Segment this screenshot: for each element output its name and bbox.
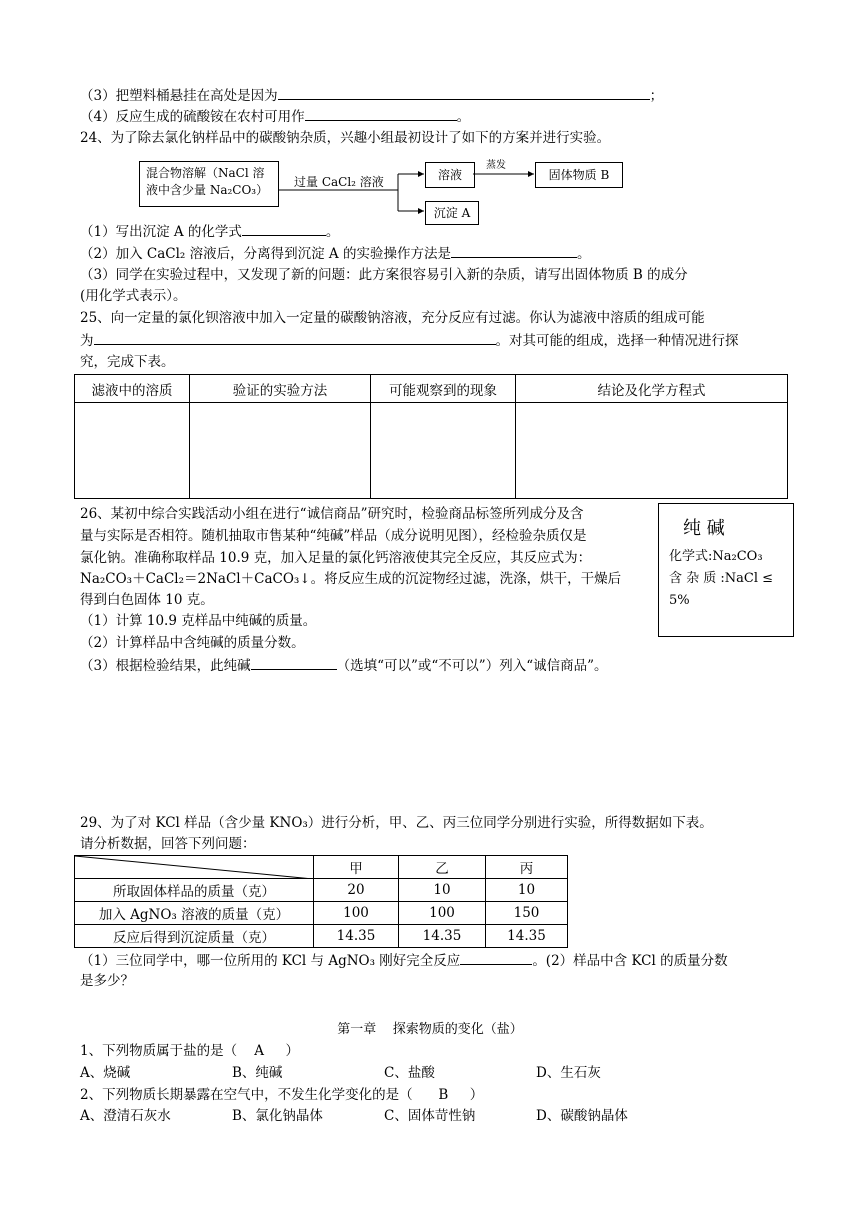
q29-line2: 请分析数据，回答下列问题： (80, 836, 256, 852)
q25-line2: 为 。对其可能的组成，选择一种情况进行探 (80, 333, 739, 349)
chapter-q1-stem: 1、下列物质属于盐的是（ A ） (80, 1043, 299, 1059)
chapter-q1-option[interactable]: B、纯碱 (232, 1065, 283, 1081)
table-header: 滤液中的溶质 (75, 375, 190, 403)
product-label-impurity: 含 杂 质 :NaCl ≤ (669, 571, 774, 586)
flow-evap-label: 蒸发 (486, 160, 506, 171)
table-corner (75, 856, 314, 879)
table-row-label: 反应后得到沉淀质量（克） (75, 925, 314, 948)
table-header: 可能观察到的现象 (371, 375, 516, 403)
answer-blank[interactable] (460, 951, 532, 965)
product-label (658, 503, 794, 637)
product-label-impurity-value: 5% (669, 593, 690, 608)
table-cell: 14.35 (314, 925, 399, 948)
q26-line2: 量与实际是否相符。随机抽取市售某种“纯碱”样品（成分说明见图），经检验杂质仅是 (80, 528, 587, 544)
chapter-q1-option[interactable]: A、烧碱 (80, 1065, 131, 1081)
table-cell[interactable] (516, 403, 788, 499)
chapter-q1-option[interactable]: C、盐酸 (384, 1065, 435, 1081)
q26-line1: 26、某初中综合实践活动小组在进行“诚信商品”研究时，检验商品标签所列成分及含 (80, 506, 584, 522)
q23-item3: （3）把塑料桶悬挂在高处是因为 ； (80, 88, 664, 104)
flow-box-precipitate: 沉淀 A (425, 201, 479, 225)
table-cell: 10 (486, 879, 568, 902)
table-header: 验证的实验方法 (190, 375, 371, 403)
table-row-label: 加入 AgNO₃ 溶液的质量（克） (75, 902, 314, 925)
flow-arrows (0, 0, 860, 240)
product-label-title: 纯 碱 (683, 518, 725, 539)
table-cell: 14.35 (399, 925, 486, 948)
q24-sub1: （1）写出沉淀 A 的化学式 。 (80, 224, 340, 240)
table-row-label: 所取固体样品的质量（克） (75, 879, 314, 902)
q29-sub-line1: （1）三位同学中，哪一位所用的 KCl 与 AgNO₃ 刚好完全反应 。(2）样品中含 KCl 的质量分数 (80, 953, 728, 969)
table-header: 乙 (399, 856, 486, 879)
table-header: 甲 (314, 856, 399, 879)
answer-blank[interactable] (94, 331, 496, 345)
q26-line4: Na₂CO₃＋CaCl₂＝2NaCl＋CaCO₃↓。将反应生成的沉淀物经过滤，洗涤，烘干，干燥后 (80, 571, 622, 587)
q26-sub2: （2）计算样品中含纯碱的质量分数。 (80, 635, 305, 651)
table-header: 结论及化学方程式 (516, 375, 788, 403)
q26-sub3: （3）根据检验结果，此纯碱 （选填“可以”或“不可以”）列入“诚信商品”。 (80, 658, 608, 674)
q25-line3: 究，完成下表。 (80, 354, 175, 370)
table-cell: 100 (399, 902, 486, 925)
chapter-q2-option[interactable]: D、碳酸钠晶体 (536, 1108, 628, 1124)
q24-sub3-line2: (用化学式表示）。 (80, 288, 187, 304)
flow-arrow-label: 过量 CaCl₂ 溶液 (294, 175, 384, 189)
q24-stem: 24、为了除去氯化钠样品中的碳酸钠杂质，兴趣小组最初设计了如下的方案并进行实验。 (80, 130, 611, 146)
table-cell: 100 (314, 902, 399, 925)
q29-sub-line2: 是多少？ (80, 973, 134, 989)
answer-blank[interactable] (451, 244, 577, 258)
q25-line1: 25、向一定量的氯化钡溶液中加入一定量的碳酸钠溶液，充分反应有过滤。你认为滤液中溶质的组成可能 (80, 310, 705, 326)
chapter-q2-option[interactable]: C、固体苛性钠 (384, 1108, 476, 1124)
answer-blank[interactable] (242, 222, 326, 236)
q26-line3: 氯化钠。准确称取样品 10.9 克，加入足量的氯化钙溶液使其完全反应，其反应式为： (80, 550, 592, 566)
flow-box-solid-b: 固体物质 B (535, 162, 623, 188)
flow-box-solution: 溶液 (425, 162, 475, 188)
chapter-q1-option[interactable]: D、生石灰 (536, 1065, 601, 1081)
q29-table (74, 855, 568, 948)
flow-box-mixture: 混合物溶解（NaCl 溶 液中含少量 Na₂CO₃） (139, 161, 279, 207)
q24-sub2: （2）加入 CaCl₂ 溶液后，分离得到沉淀 A 的实验操作方法是 。 (80, 246, 591, 262)
table-cell[interactable] (371, 403, 516, 499)
q23-item4: （4）反应生成的硫酸铵在农村可用作 。 (80, 109, 471, 125)
table-cell[interactable] (75, 403, 190, 499)
table-header: 丙 (486, 856, 568, 879)
diagonal-line (75, 856, 313, 879)
q26-sub1: （1）计算 10.9 克样品中纯碱的质量。 (80, 613, 317, 629)
chapter-q2-stem: 2、下列物质长期暴露在空气中，不发生化学变化的是（ B ） (80, 1087, 484, 1103)
chapter-q2-option[interactable]: A、澄清石灰水 (80, 1108, 171, 1124)
q26-line5: 得到白色固体 10 克。 (80, 592, 214, 608)
table-cell: 14.35 (486, 925, 568, 948)
q29-line1: 29、为了对 KCl 样品（含少量 KNO₃）进行分析，甲、乙、丙三位同学分别进行实验，所得数据如下表。 (80, 815, 713, 831)
answer-blank[interactable] (251, 656, 337, 670)
chapter-q2-option[interactable]: B、氯化钠晶体 (232, 1108, 323, 1124)
q24-sub3-line1: （3）同学在实验过程中，又发现了新的问题：此方案很容易引入新的杂质，请写出固体物质 B 的成分 (80, 267, 688, 283)
q25-table (74, 374, 788, 499)
table-cell: 150 (486, 902, 568, 925)
product-label-formula: 化学式:Na₂CO₃ (669, 549, 763, 564)
table-cell: 20 (314, 879, 399, 902)
table-cell[interactable] (190, 403, 371, 499)
table-cell: 10 (399, 879, 486, 902)
chapter-heading: 第一章 探索物质的变化（盐） (337, 1022, 523, 1037)
